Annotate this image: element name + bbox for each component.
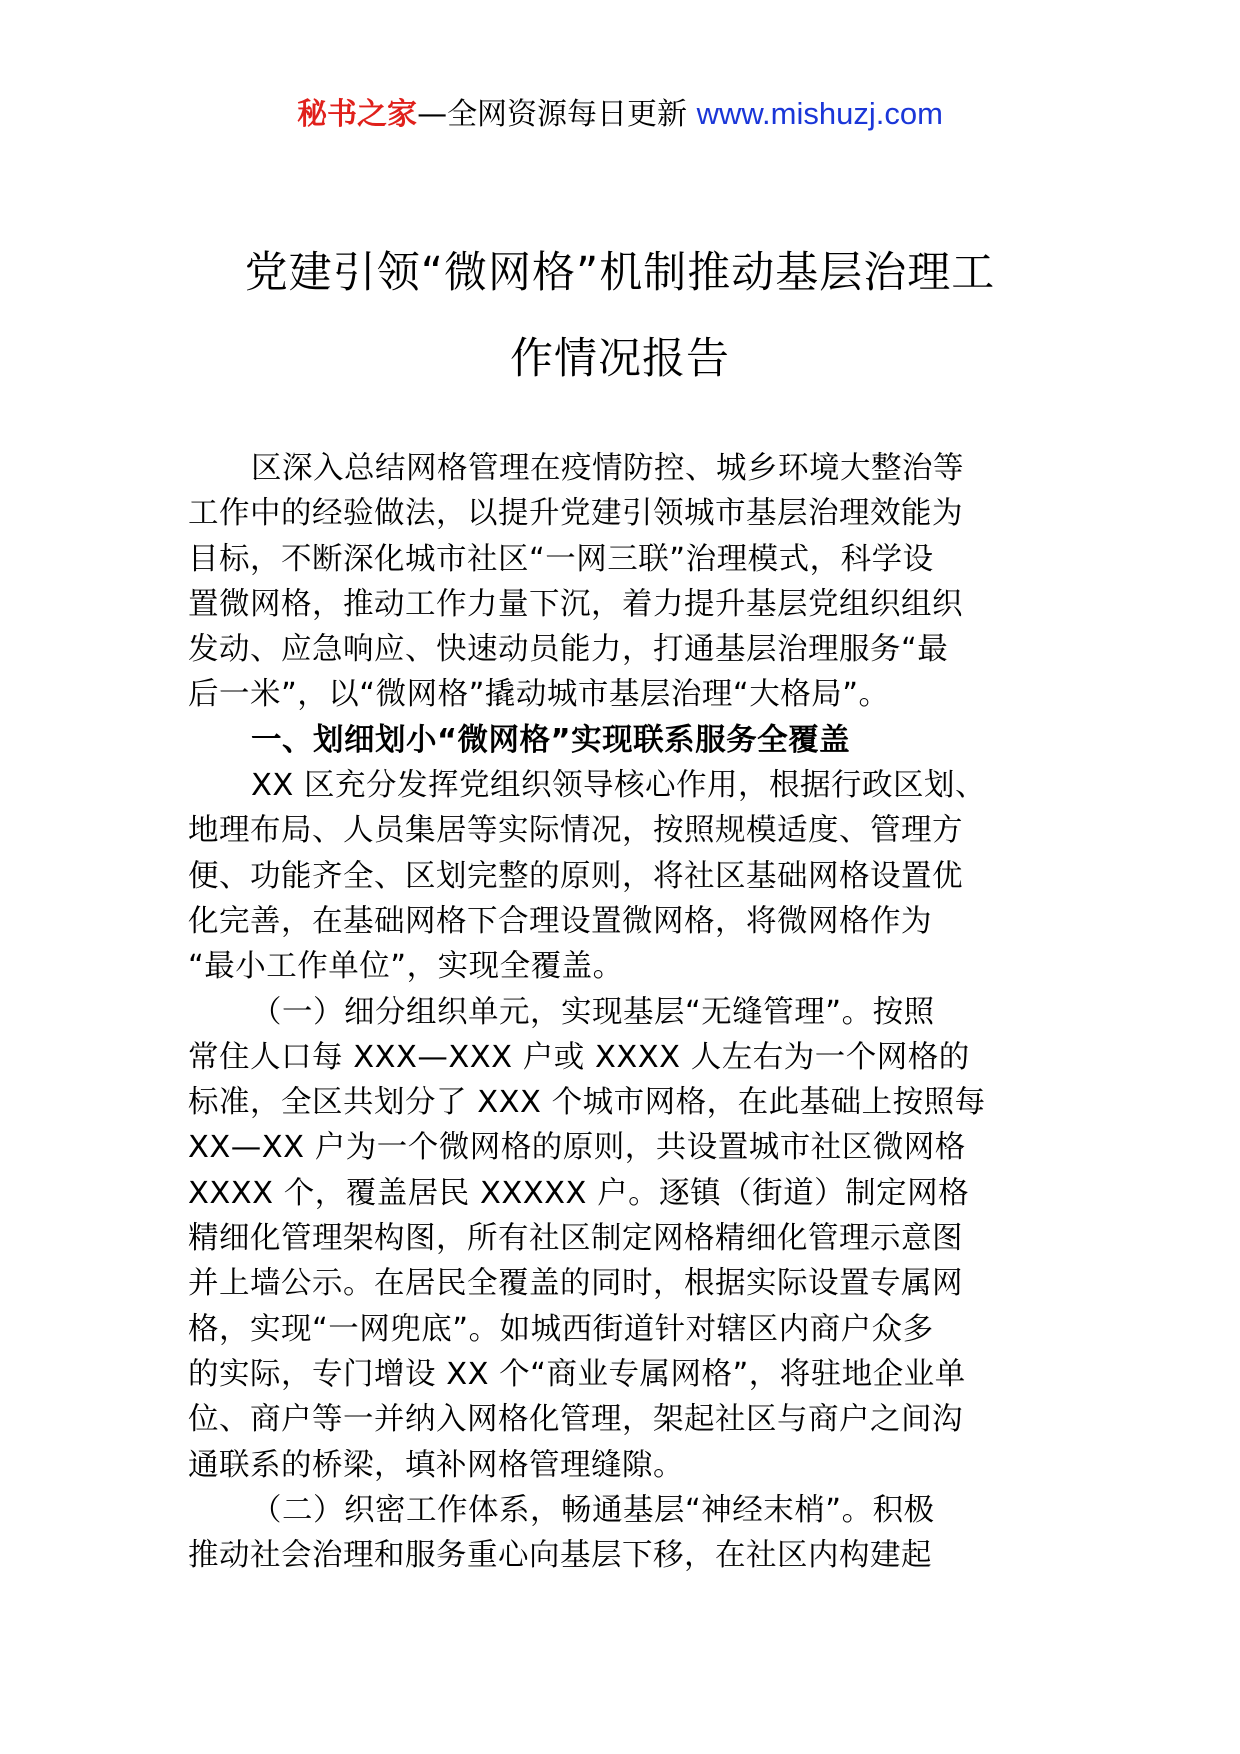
text-line: （二）织密工作体系，畅通基层“神经末梢”。积极 <box>251 1492 935 1528</box>
text-line: 化完善，在基础网格下合理设置微网格，将微网格作为 <box>188 903 932 939</box>
text-line: 置微网格，推动工作力量下沉，着力提升基层党组织组织 <box>188 586 963 622</box>
text-line: 精细化管理架构图，所有社区制定网格精细化管理示意图 <box>188 1221 963 1257</box>
body-paragraph <box>188 1488 1056 1579</box>
text-line: 推动社会治理和服务重心向基层下移，在社区内构建起 <box>188 1538 932 1574</box>
document-title <box>150 230 1090 402</box>
text-line: 便、功能齐全、区划完整的原则，将社区基础网格设置优 <box>188 858 963 894</box>
text-line: 的实际，专门增设 XX 个“商业专属网格”，将驻地企业单 <box>188 1356 966 1392</box>
site-tagline: —全网资源每日更新 <box>417 97 688 132</box>
text-line: XX 区充分发挥党组织领导核心作用，根据行政区划、 <box>251 768 986 804</box>
text-line: 目标，不断深化城市社区“一网三联”治理模式，科学设 <box>188 541 934 577</box>
section-heading <box>188 718 1056 763</box>
text-line: 发动、应急响应、快速动员能力，打通基层治理服务“最 <box>188 632 949 668</box>
text-line: 位、商户等一并纳入网格化管理，架起社区与商户之间沟 <box>188 1402 963 1438</box>
site-url-link[interactable]: www.mishuzj.com <box>696 96 943 131</box>
text-line: 一、划细划小“微网格”实现联系服务全覆盖 <box>251 722 851 758</box>
text-line: 并上墙公示。在居民全覆盖的同时，根据实际设置专属网 <box>188 1266 963 1302</box>
body-paragraph <box>188 990 1056 1488</box>
document-body <box>188 446 1056 1578</box>
site-brand: 秘书之家 <box>297 97 418 132</box>
text-line: 地理布局、人员集居等实际情况，按照规模适度、管理方 <box>188 813 963 849</box>
body-paragraph <box>188 446 1056 718</box>
title-line: 作情况报告 <box>510 334 730 384</box>
text-line: 通联系的桥梁，填补网格管理缝隙。 <box>188 1447 684 1483</box>
text-line: 工作中的经验做法，以提升党建引领城市基层治理效能为 <box>188 496 963 532</box>
text-line: “最小工作单位”，实现全覆盖。 <box>188 949 624 985</box>
text-line: XX—XX 户为一个微网格的原则，共设置城市社区微网格 <box>188 1130 966 1166</box>
site-header <box>0 92 1240 137</box>
text-line: 格，实现“一网兜底”。如城西街道针对辖区内商户众多 <box>188 1311 934 1347</box>
title-line: 党建引领“微网格”机制推动基层治理工 <box>244 248 996 298</box>
text-line: 后一米”，以“微网格”撬动城市基层治理“大格局”。 <box>188 677 890 713</box>
text-line: 区深入总结网格管理在疫情防控、城乡环境大整治等 <box>251 451 964 486</box>
text-line: （一）细分组织单元，实现基层“无缝管理”。按照 <box>251 994 935 1030</box>
body-paragraph <box>188 763 1056 989</box>
text-line: 常住人口每 XXX—XXX 户或 XXXX 人左右为一个网格的 <box>188 1039 970 1075</box>
text-line: XXXX 个，覆盖居民 XXXXX 户。逐镇（街道）制定网格 <box>188 1175 970 1211</box>
text-line: 标准，全区共划分了 XXX 个城市网格，在此基础上按照每 <box>188 1085 986 1121</box>
